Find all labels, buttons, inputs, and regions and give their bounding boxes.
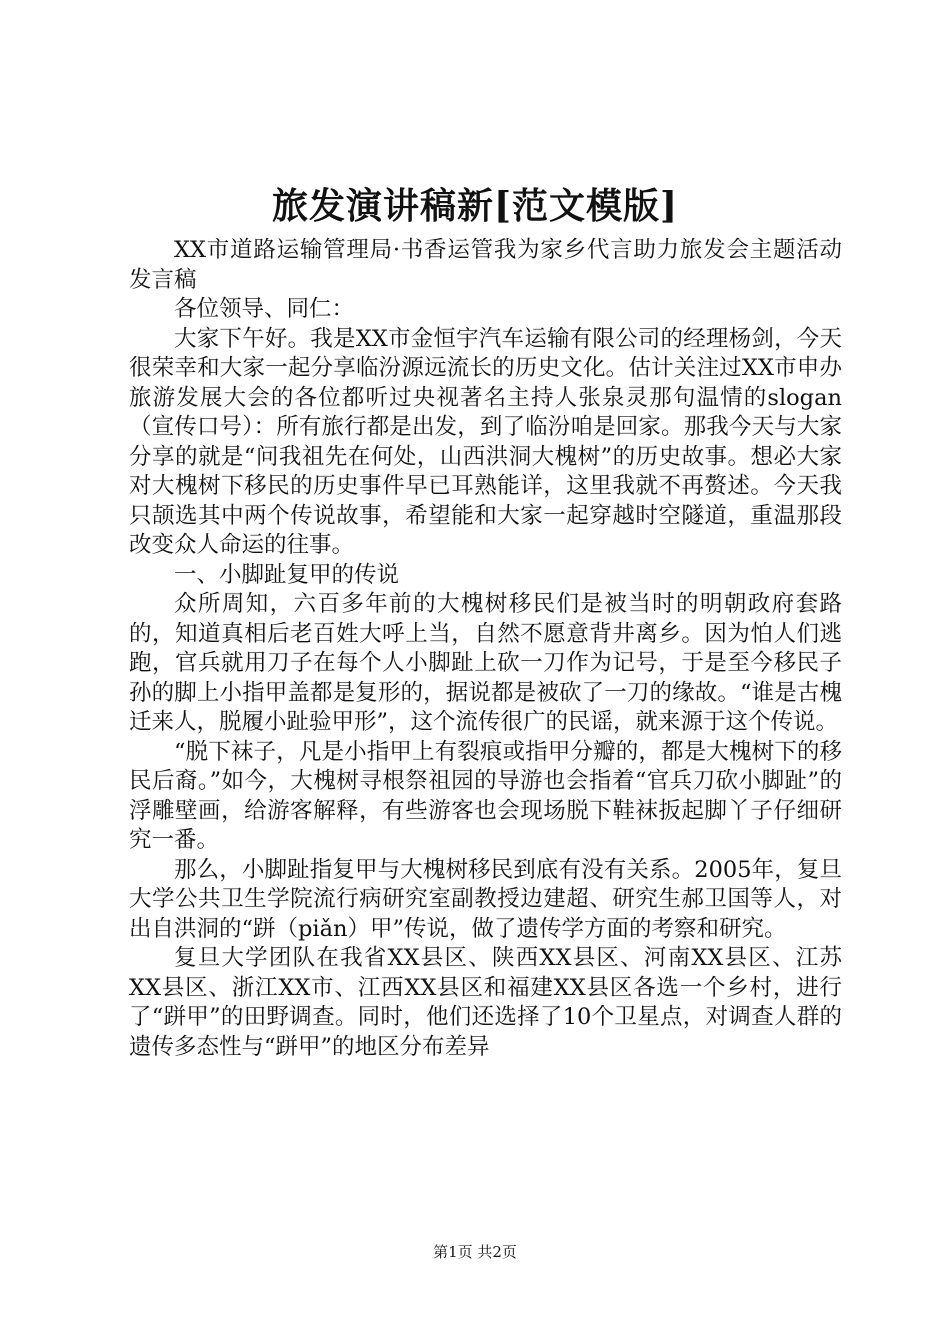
section-heading: 一、小脚趾复甲的传说 (174, 561, 400, 588)
paragraph-intro: 大家下午好。我是XX市金恒宇汽车运输有限公司的经理杨剑，今天很荣幸和大家一起分享临汾源远流长的历史文化。估计关注过XX市申办旅游发展大会的各位都听过央视著名主持人张泉灵那句温情的slogan（宣传口号）：所有旅行都是出发，到了临汾咱是回家。那我今天与大家分享的就是“问我祖先在何处，山西洪洞大槐树”的历史故事。想必大家对大槐树下移民的历史事件早已耳熟能详，这里我就不再赘述。今天我只颉选其中两个传说故事，希望能和大家一起穿越时空隧道，重温那段改变众人命运的往事。 (129, 325, 842, 558)
page-footer: 第1页 共2页 (433, 1243, 517, 1261)
paragraph-salutation: 各位领导、同仁： (174, 296, 355, 322)
paragraph-heading-line: XX市道路运输管理局·书香运管我为家乡代言助力旅发会主题活动发言稿 (129, 237, 842, 293)
document-body (129, 236, 842, 1062)
paragraph-research: 那么，小脚趾指复甲与大槐树移民到底有没有关系。2005年，复旦大学公共卫生学院流行病研究室副教授边建超、研究生郝卫国等人，对出自洪洞的“跰（piǎn）甲”传说，做了遗传学方面的考察和研究。 (129, 856, 842, 942)
paragraph-quote: “脱下袜子，凡是小指甲上有裂痕或指甲分瓣的，都是大槐树下的移民后裔。”如今，大槐树寻根祭祖园的导游也会指着“官兵刀砍小脚趾”的浮雕壁画，给游客解释，有些游客也会现场脱下鞋袜扳起脚丫子仔细研究一番。 (129, 738, 842, 853)
paragraph-legend: 众所周知，六百多年前的大槐树移民们是被当时的明朝政府套路的，知道真相后老百姓大呼上当，自然不愿意背井离乡。因为怕人们逃跑，官兵就用刀子在每个人小脚趾上砍一刀作为记号，于是至今移民子孙的脚上小指甲盖都是复形的，据说都是被砍了一刀的缘故。“谁是古槐迁来人，脱履小趾验甲形”，这个流传很广的民谣，就来源于这个传说。 (129, 591, 842, 735)
paragraph-survey: 复旦大学团队在我省XX县区、陕西XX县区、河南XX县区、江苏XX县区、浙江XX市、江西XX县区和福建XX县区各选一个乡村，进行了“跰甲”的田野调查。同时，他们还选择了10个卫星点，对调查人群的遗传多态性与“跰甲”的地区分布差异 (129, 945, 842, 1060)
document-title: 旅发演讲稿新[范文模版] (271, 185, 679, 227)
